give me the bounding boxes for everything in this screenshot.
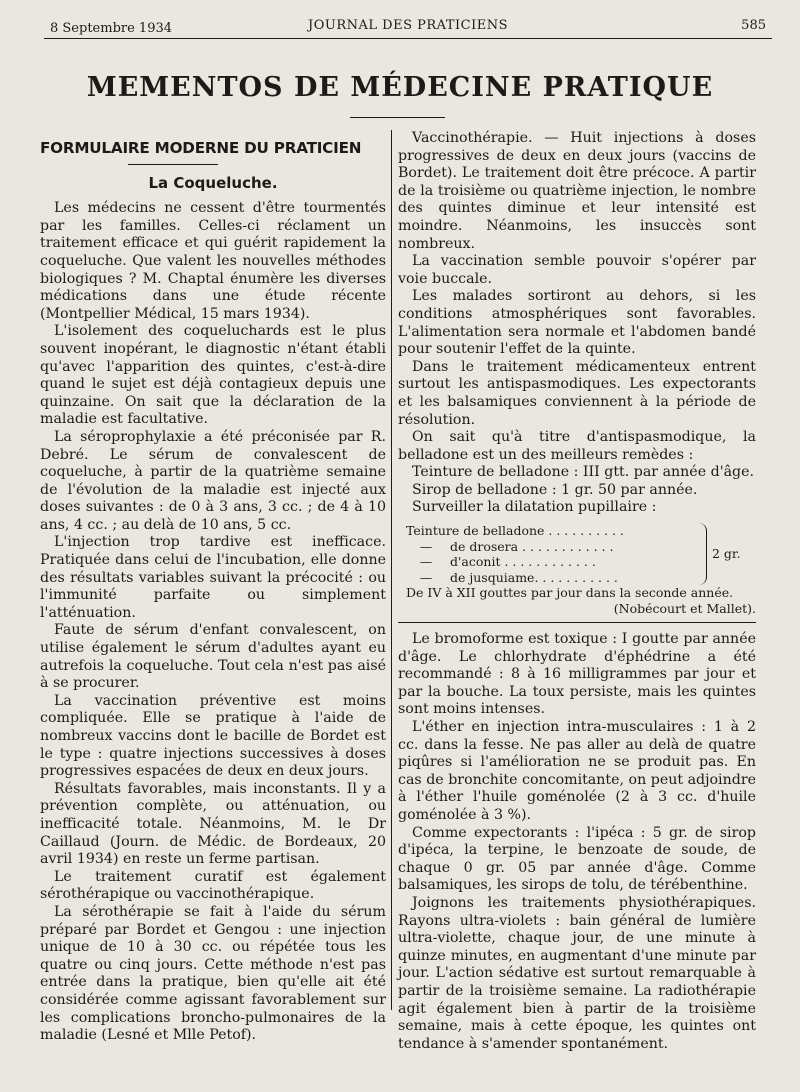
formula-line: — d'aconit . . . . . . . . . . . . (419, 554, 596, 570)
header-rule (44, 38, 772, 39)
header-journal-name: JOURNAL DES PRATICIENS (308, 18, 508, 33)
page-title: MEMENTOS DE MÉDECINE PRATIQUE (86, 72, 714, 103)
paragraph: Faute de sérum d'enfant convalescent, on utilise également le sérum d'adultes ayant eu autrefois la coqueluche. Tout cela n'est pas aisé à se procurer. (40, 622, 386, 692)
section-rule (128, 164, 218, 165)
paragraph: La sérothérapie se fait à l'aide du sérum préparé par Bordet et Gengou : une injection unique de 10 à 30 cc. ou répétée tous les quatre ou cinq jours. Cette méthode n'est pas entrée dans la pratique, bien qu'elle ait été considérée comme agissant favorablement sur les complications broncho-pulmonaires de la maladie (Lesné et Mlle Petof). (40, 903, 386, 1044)
paragraph: On sait qu'à titre d'antispasmodique, la belladone est un des meilleurs remèdes : (398, 429, 756, 463)
paragraph: Les médecins ne cessent d'être tourmentés par les familles. Celles-ci réclament un traitement efficace et qui guérit rapidement la coqueluche. Que valent les nouvelles méthodes biologiques ? M. Chaptal énumère les diverses médications dans une étude récente (Montpellier Médical, 15 mars 1934). (40, 200, 386, 322)
page-number: 585 (741, 18, 766, 33)
section-title: FORMULAIRE MODERNE DU PRATICIEN (40, 139, 362, 157)
formula-line: Teinture de belladone . . . . . . . . . . (406, 523, 624, 539)
paragraph: Sirop de belladone : 1 gr. 50 par année. (412, 481, 698, 498)
paragraph: L'éther en injection intra-musculaires : 1 à 2 cc. dans la fesse. Ne pas aller au delà de quatre piqûres si l'amélioration ne se produit pas. En cas de bronchite concomitante, on peut adjoindre à l'éther l'huile goménolée (2 à 3 cc. d'huile goménolée à 3 %). (398, 719, 756, 823)
column-divider (391, 130, 392, 1010)
paragraph: Joignons les traitements physiothérapiques. Rayons ultra-violets : bain général de lumière ultra-violette, chaque jour, de une minute à quinze minutes, en augmentant d'une minute par jour. L'action sédative est surtout remarquable à partir de la troisième semaine. La radiothérapie agit également bien à partir de la troisième semaine, mais à cette époque, les quintes ont tendance à s'amender spontanément. (398, 894, 756, 1052)
title-rule (350, 117, 445, 118)
formula-authors: (Nobécourt et Mallet). (613, 600, 756, 616)
paragraph: L'injection trop tardive est inefficace. Pratiquée dans celui de l'incubation, elle donne des résultats variables suivant la précocité : ou l'immunité parfaite ou simplement l'atténuation. (40, 534, 386, 621)
formula-note: De IV à XII gouttes par jour dans la seconde année. (406, 585, 734, 601)
paragraph: La séroprophylaxie a été préconisée par R. Debré. Le sérum de convalescent de coqueluche, à partir de la quatrième semaine de l'évolution de la maladie est injecté aux doses suivantes : de 0 à 3 ans, 3 cc. ; de 4 à 10 ans, 4 cc. ; au delà de 10 ans, 5 cc. (40, 428, 386, 533)
running-head (44, 18, 772, 38)
paragraph: Vaccinothérapie. — Huit injections à doses progressives de deux en deux jours (vaccins de Bordet). Le traitement doit être précoce. A partir de la troisième ou quatrième injection, le nombre des quintes diminue et leur intensité est moindre. Néanmoins, les insuccès sont nombreux. (398, 130, 756, 252)
paragraph: Les malades sortiront au dehors, si les conditions atmosphériques sont favorables. L'alimentation sera normale et l'abdomen bandé pour soutenir l'effet de la quinte. (398, 288, 756, 358)
paragraph: Dans le traitement médicamenteux entrent surtout les antispasmodiques. Les expectorants et les balsamiques conviennent à la période de résolution. (398, 358, 756, 428)
paragraph: Résultats favorables, mais inconstants. Il y a prévention complète, ou atténuation, ou inefficacité totale. Néanmoins, M. le Dr Caillaud (Journ. de Médic. de Bordeaux, 20 avril 1934) en reste un ferme partisan. (40, 780, 386, 868)
paragraph: L'isolement des coqueluchards est le plus souvent inopérant, le diagnostic n'étant établi qu'avec l'apparition des quintes, c'est-à-dire quand le sujet est déjà contagieux depuis une quinzaine. On sait que la déclaration de la maladie est facultative. (40, 323, 386, 428)
left-column (40, 130, 386, 1045)
article-title: La Coqueluche. (148, 173, 278, 192)
formula-rule (398, 622, 756, 623)
paragraph: Teinture de belladone : III gtt. par année d'âge. (412, 464, 755, 481)
paragraph: Comme expectorants : l'ipéca : 5 gr. de sirop d'ipéca, la terpine, le benzoate de soude, de chaque 0 gr. 05 par année d'âge. Comme balsamiques, les sirops de tolu, de térébenthine. (398, 824, 756, 894)
paragraph: La vaccination semble pouvoir s'opérer par voie buccale. (398, 253, 756, 287)
paragraph: La vaccination préventive est moins compliquée. Elle se pratique à l'aide de nombreux vaccins dont le bacille de Bordet est le type : quatre injections successives à doses progressives espacées de deux en deux jours. (40, 692, 386, 780)
brace (696, 523, 707, 585)
paragraph: Le bromoforme est toxique : I goutte par année d'âge. Le chlorhydrate d'éphédrine a été recommandé : 8 à 16 milligrammes par jour et par la bouche. La toux persiste, mais les quintes sont moins intenses. (398, 631, 756, 718)
formula-line: — de drosera . . . . . . . . . . . . (419, 538, 614, 554)
right-column (398, 130, 756, 1053)
prescription-formula (406, 523, 756, 616)
header-date: 8 Septembre 1934 (50, 21, 173, 36)
formula-line: — de jusquiame. . . . . . . . . . . (419, 569, 618, 585)
paragraph: Surveiller la dilatation pupillaire : (412, 499, 657, 516)
paragraph: Le traitement curatif est également sérothérapique ou vaccinothérapique. (40, 868, 386, 903)
formula-dose: 2 gr. (712, 546, 741, 562)
